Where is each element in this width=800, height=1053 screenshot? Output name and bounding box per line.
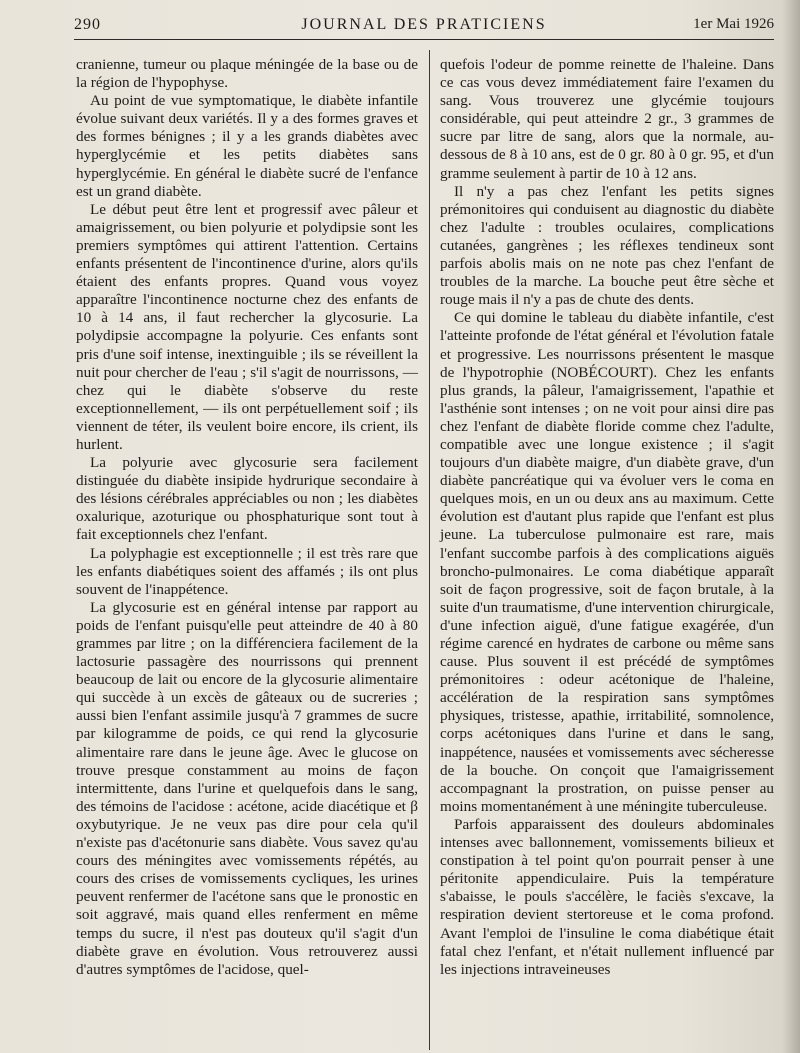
paragraph: La polyphagie est exceptionnelle ; il est très rare que les enfants diabétiques soient des affamés ; ils ont plus souvent de l'inappétence. — [76, 544, 418, 598]
journal-title: JOURNAL DES PRATICIENS — [301, 16, 547, 33]
paragraph: Ce qui domine le tableau du diabète infantile, c'est l'atteinte profonde de l'état général et l'évolution fatale et progressive. Les nourrissons présentent le masque de l'hypotrophie (NOBÉCOURT). Chez les enfants plus grands, la pâleur, l'amaigrissement, l'apathie et l'asthénie sont intenses ; on ne voit pour ainsi dire pas chez l'enfant de diabète floride comme chez l'adulte, compatible avec une longue existence ; il s'agit toujours d'un diabète maigre, d'un diabète grave, d'un diabète pancréatique qui va évoluer vers le coma en quelques mois, en un ou deux ans au maximum. Cette évolution est d'autant plus rapide que l'enfant est plus jeune. La tuberculose pulmonaire est rare, mais l'enfant succombe parfois à des complications aiguës broncho-pulmonaires. Le coma diabétique apparaît soit de façon progressive, soit de façon brutale, à la suite d'un traumatisme, d'une intervention chirurgicale, d'une infection aiguë, d'une fatigue exagérée, d'un régime carencé en hydrates de carbone ou même sans cause. Plus souvent il est précédé de symptômes prémonitoires : odeur acétonique de l'haleine, accélération de la respiration sans symptômes physiques, tristesse, apathie, irritabilité, somnolence, corps acétoniques dans l'urine et dans le sang, inappétence, nausées et vomissements avec sécheresse de la bouche. On conçoit que l'amaigrissement accompagnant la prostration, on puisse penser au moins momentanément à une méningite tuberculeuse. — [440, 309, 774, 815]
left-column — [76, 56, 418, 979]
right-column — [440, 56, 774, 979]
paragraph: La glycosurie est en général intense par rapport au poids de l'enfant puisqu'elle peut atteindre de 40 à 80 grammes par litre ; on la différenciera facilement de la lactosurie passagère des nourrissons qui prennent beaucoup de lait ou encore de la glycosurie alimentaire qui succède à un excès de gâteaux ou de sucreries ; aussi bien l'enfant assimile jusqu'à 7 grammes de sucre par kilogramme de poids, ce qui rend la glycosurie alimentaire rare dans le jeune âge. Avec le glucose on trouve presque constamment au moins de façon intermittente, dans l'urine et quelquefois dans le sang, des témoins de l'acidose : acétone, acide diacétique et β oxybutyrique. Je ne veux pas dire pour cela qu'il n'existe pas d'acétonurie sans diabète. Vous savez qu'au cours des méningites avec vomissements répétés, au cours des crises de vomissements cycliques, les urines peuvent renfermer de l'acétone sans que le pronostic en soit aggravé, mais quand elles renferment en même temps du sucre, il n'est pas douteux qu'il s'agit d'un diabète grave en évolution. Vous retrouverez aussi d'autres symptômes de l'acidose, quel- — [76, 598, 418, 978]
column-divider — [429, 50, 430, 1050]
paragraph: quefois l'odeur de pomme reinette de l'haleine. Dans ce cas vous devez immédiatement faire l'examen du sang. Vous trouverez une glycémie toujours considérable, qui peut atteindre 2 gr., 3 grammes de sucre par litre de sang, alors que la normale, au-dessous de 8 à 10 ans, est de 0 gr. 80 à 0 gr. 95, et d'un gramme seulement à partir de 10 à 12 ans. — [440, 56, 774, 182]
paragraph: Le début peut être lent et progressif avec pâleur et amaigrissement, ou bien polyurie et polydipsie sont les premiers symptômes qui attirent l'attention. Certains enfants présentent de l'incontinence d'urine, alors qu'ils étaient des enfants propres. Quand vous voyez apparaître l'incontinence nocturne chez des enfants de 10 à 14 ans, il faut rechercher la glycosurie. La polydipsie accompagne la polyurie. Ces enfants sont pris d'une soif intense, inextinguible ; ils se réveillent la nuit pour chercher de l'eau ; s'il s'agit de nourrissons, — chez qui le diabète s'observe du reste exceptionnellement, — ils ont perpétuellement soif ; ils viennent de téter, ils veulent boire encore, ils crient, ils hurlent. — [76, 200, 418, 453]
issue-date: 1er Mai 1926 — [693, 16, 774, 32]
page-number: 290 — [74, 16, 101, 33]
paragraph: Au point de vue symptomatique, le diabète infantile évolue suivant deux variétés. Il y a des formes graves et des formes bénignes ; il y a les grands diabètes avec hyperglycémie et les petits diabètes sans hyperglycémie. En général le diabète sucré de l'enfance est un grand diabète. — [76, 92, 418, 200]
header-rule — [74, 39, 774, 40]
page-edge-shadow — [782, 0, 800, 1053]
paragraph: Il n'y a pas chez l'enfant les petits signes prémonitoires qui conduisent au diagnostic du diabète chez l'adulte : troubles oculaires, complications cutanées, gangrènes ; les réflexes tendineux sont parfois abolis mais on ne note pas chez l'enfant de troubles de la marche. La bouche peut être sèche et rouge mais il n'y a pas de chute des dents. — [440, 182, 774, 309]
paragraph: Parfois apparaissent des douleurs abdominales intenses avec ballonnement, vomissements bilieux et constipation à tel point qu'on pourrait penser à une péritonite appendiculaire. Puis la température s'abaisse, le pouls s'accélère, le faciès s'excave, la respiration devient stertoreuse et le coma profond. Avant l'emploi de l'insuline le coma diabétique était fatal chez l'enfant, et n'était nullement influencé par les injections intraveineuses — [440, 815, 774, 978]
paragraph: cranienne, tumeur ou plaque méningée de la base ou de la région de l'hypophyse. — [76, 56, 418, 92]
paragraph: La polyurie avec glycosurie sera facilement distinguée du diabète insipide hydrurique secondaire à des lésions cérébrales appréciables ou non ; les diabètes oxalurique, azoturique ou phosphaturique sont tout à fait exceptionnels chez l'enfant. — [76, 454, 418, 544]
